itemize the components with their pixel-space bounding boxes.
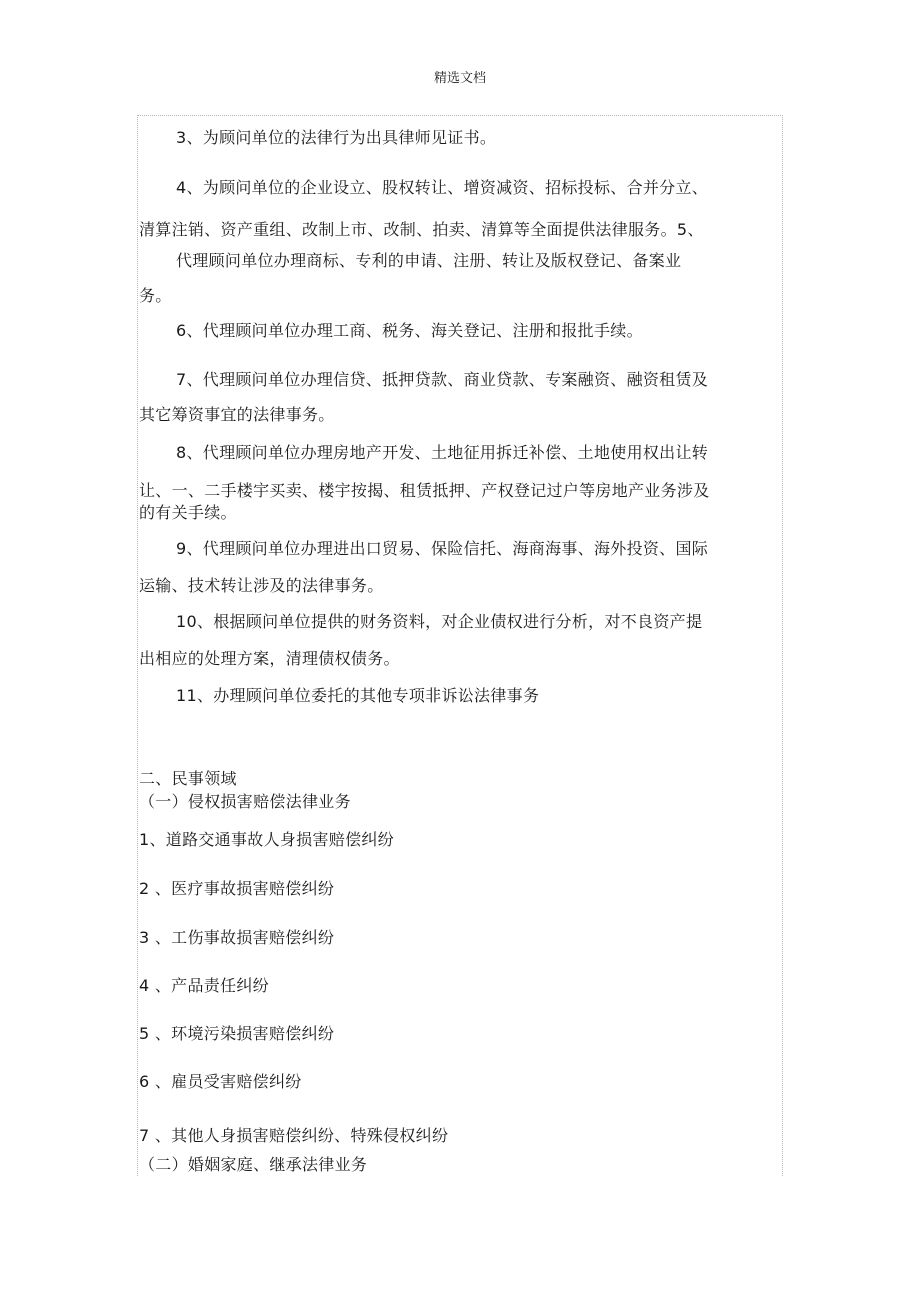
- page-header-title: 精选文档: [433, 71, 486, 86]
- paragraph-line: 7、代理顾问单位办理信贷、抵押贷款、商业贷款、专案融资、融资租赁及: [176, 370, 709, 389]
- list-item: 7 、其他人身损害赔偿纠纷、特殊侵权纠纷: [139, 1126, 449, 1145]
- paragraph-line: 3、为顾问单位的法律行为出具律师见证书。: [176, 128, 497, 147]
- list-item: 3 、工伤事故损害赔偿纠纷: [139, 928, 335, 947]
- paragraph-line: 务。: [139, 286, 172, 305]
- paragraph-line: 出相应的处理方案，清理债权债务。: [139, 649, 400, 668]
- paragraph-line: 的有关手续。: [139, 503, 237, 522]
- paragraph-line: 8、代理顾问单位办理房地产开发、土地征用拆迁补偿、土地使用权出让转: [176, 443, 709, 462]
- paragraph-line: 6、代理顾问单位办理工商、税务、海关登记、注册和报批手续。: [176, 321, 643, 340]
- paragraph-line: 运输、技术转让涉及的法律事务。: [139, 576, 384, 595]
- content-frame: [137, 115, 783, 1176]
- paragraph-line: 11、办理顾问单位委托的其他专项非诉讼法律事务: [176, 686, 540, 705]
- paragraph-line: 10、根据顾问单位提供的财务资料，对企业债权进行分析，对不良资产提: [176, 612, 703, 631]
- paragraph-line: 代理顾问单位办理商标、专利的申请、注册、转让及版权登记、备案业: [176, 251, 682, 270]
- subsection-heading: （二）婚姻家庭、继承法律业务: [139, 1155, 368, 1174]
- subsection-heading: （一）侵权损害赔偿法律业务: [139, 792, 351, 811]
- paragraph-line: 让、一、二手楼宇买卖、楼宇按揭、租赁抵押、产权登记过户等房地产业务涉及: [139, 481, 710, 500]
- paragraph-line: 清算注销、资产重组、改制上市、改制、拍卖、清算等全面提供法律服务。5、: [139, 220, 704, 239]
- list-item: 4 、产品责任纠纷: [139, 976, 269, 995]
- list-item: 5 、环境污染损害赔偿纠纷: [139, 1024, 335, 1043]
- paragraph-line: 4、为顾问单位的企业设立、股权转让、增资减资、招标投标、合并分立、: [176, 178, 709, 197]
- section-heading: 二、民事领域: [139, 769, 237, 788]
- paragraph-line: 9、代理顾问单位办理进出口贸易、保险信托、海商海事、海外投资、国际: [176, 539, 709, 558]
- list-item: 2 、医疗事故损害赔偿纠纷: [139, 879, 335, 898]
- list-item: 6 、雇员受害赔偿纠纷: [139, 1072, 302, 1091]
- list-item: 1、道路交通事故人身损害赔偿纠纷: [139, 830, 394, 849]
- paragraph-line: 其它筹资事宜的法律事务。: [139, 405, 335, 424]
